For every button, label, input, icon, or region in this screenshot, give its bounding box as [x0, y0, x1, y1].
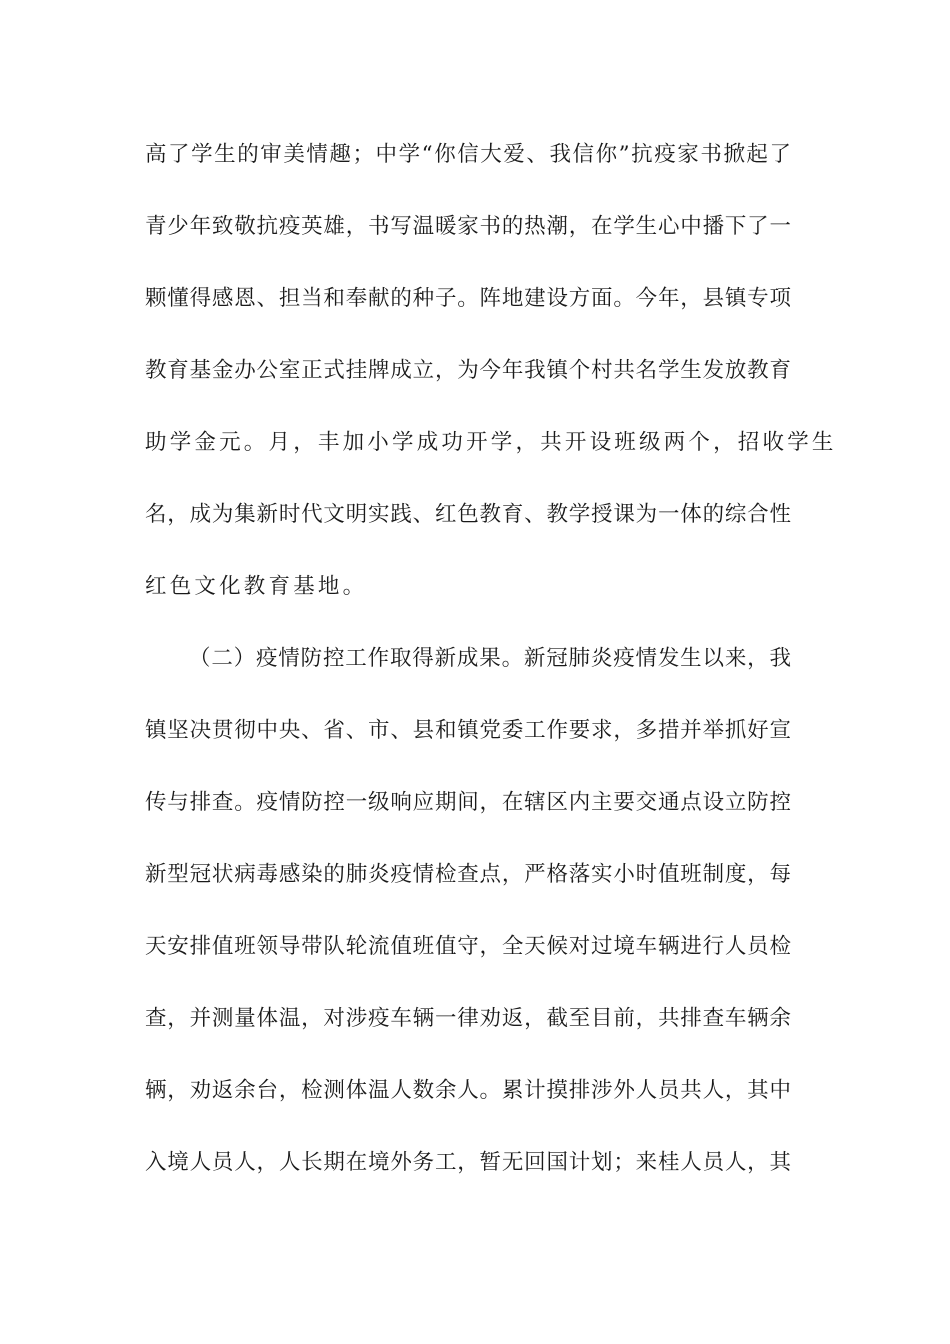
text-line-13: 查，并测量体温，对涉疫车辆一律劝返，截至目前，共排查车辆余: [145, 1006, 791, 1031]
text-line-11: 新型冠状病毒感染的肺炎疫情检查点，严格落实小时值班制度，每: [145, 862, 791, 887]
text-line-14: 辆，劝返余台，检测体温人数余人。累计摸排涉外人员共人，其中: [145, 1078, 791, 1103]
text-line-10: 传与排查。疫情防控一级响应期间，在辖区内主要交通点设立防控: [145, 790, 791, 815]
text-line-5: 助学金元。月，丰加小学成功开学，共开设班级两个，招收学生: [145, 430, 837, 455]
text-line-3: 颗懂得感恩、担当和奉献的种子。阵地建设方面。今年，县镇专项: [145, 286, 791, 311]
text-line-2: 青少年致敬抗疫英雄，书写温暖家书的热潮，在学生心中播下了一: [145, 214, 791, 239]
text-line-15: 入境人员人，人长期在境外务工，暂无回国计划；来桂人员人，其: [145, 1150, 791, 1175]
text-line-6: 名，成为集新时代文明实践、红色教育、教学授课为一体的综合性: [145, 502, 791, 527]
section-heading-line: （二）疫情防控工作取得新成果。新冠肺炎疫情发生以来，我: [189, 646, 791, 671]
text-line-12: 天安排值班领导带队轮流值班值守，全天候对过境车辆进行人员检: [145, 934, 791, 959]
text-line-7-paragraph-end: 红色文化教育基地。: [145, 574, 368, 599]
text-line-1: 高了学生的审美情趣；中学“你信大爱、我信你”抗疫家书掀起了: [145, 142, 791, 167]
text-line-9: 镇坚决贯彻中央、省、市、县和镇党委工作要求，多措并举抓好宣: [145, 718, 791, 743]
text-line-4: 教育基金办公室正式挂牌成立，为今年我镇个村共名学生发放教育: [145, 358, 791, 383]
